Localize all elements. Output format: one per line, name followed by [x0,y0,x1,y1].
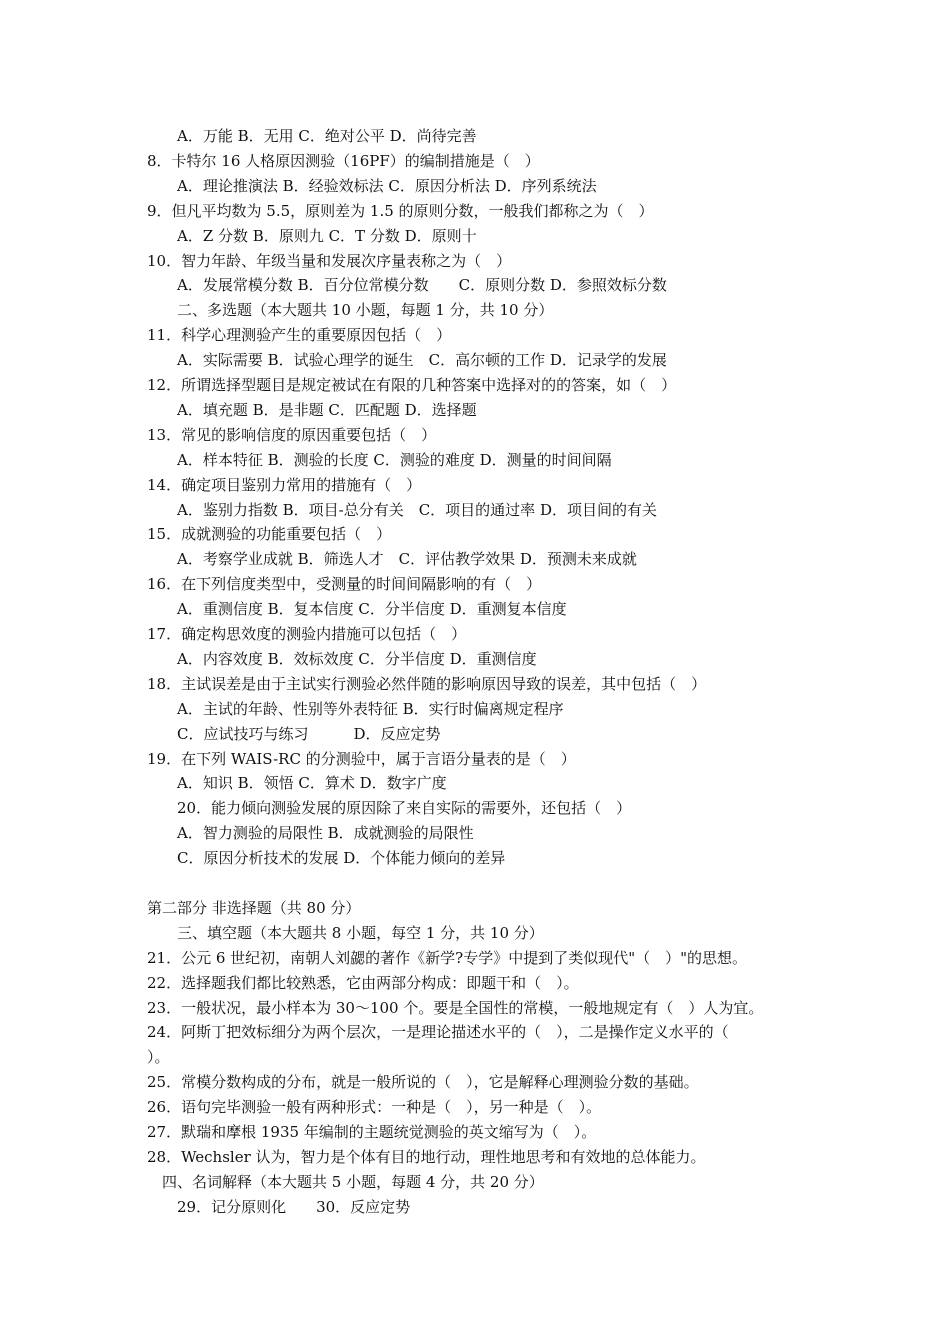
text-line: 10．智力年龄、年级当量和发展次序量表称之为（ ） [147,252,512,270]
text-line: A．样本特征 B．测验的长度 C．测验的难度 D．测量的时间间隔 [177,451,612,469]
text-line: 8．卡特尔 16 人格原因测验（16PF）的编制措施是（ ） [147,152,540,170]
text-line: 12．所谓选择型题目是规定被试在有限的几种答案中选择对的的答案，如（ ） [147,376,677,394]
text-line: 20．能力倾向测验发展的原因除了来自实际的需要外，还包括（ ） [177,799,632,817]
text-line: 26．语句完毕测验一般有两种形式：一种是（ ），另一种是（ ）。 [147,1098,602,1116]
text-line: A．知识 B．领悟 C．算术 D．数字广度 [177,774,447,792]
text-line: 24．阿斯丁把效标细分为两个层次，一是理论描述水平的（ ），二是操作定义水平的（ [147,1023,729,1041]
text-line: 29．记分原则化 30．反应定势 [177,1198,411,1216]
text-line: 23．一般状况，最小样本为 30～100 个。要是全国性的常模，一般地规定有（ ）人为宜。 [147,999,764,1017]
text-line: A．主试的年龄、性别等外表特征 B．实行时偏离规定程序 [177,700,564,718]
text-line: A．Z 分数 B．原则九 C．T 分数 D．原则十 [177,227,477,245]
text-line: 14．确定项目鉴别力常用的措施有（ ） [147,476,422,494]
text-line: A．理论推演法 B．经验效标法 C．原因分析法 D．序列系统法 [177,177,597,195]
text-line: A．鉴别力指数 B．项目-总分有关 C．项目的通过率 D．项目间的有关 [177,501,657,519]
text-line: 13．常见的影响信度的原因重要包括（ ） [147,426,437,444]
text-line: 15．成就测验的功能重要包括（ ） [147,525,392,543]
text-line: A．内容效度 B．效标效度 C．分半信度 D．重测信度 [177,650,537,668]
text-line: 19．在下列 WAIS-RC 的分测验中，属于言语分量表的是（ ） [147,750,576,768]
text-line: A．考察学业成就 B．筛选人才 C．评估教学效果 D．预测未来成就 [177,550,637,568]
text-line: A．实际需要 B．试验心理学的诞生 C．高尔顿的工作 D．记录学的发展 [177,351,667,369]
text-line: 22．选择题我们都比较熟悉，它由两部分构成：即题干和（ ）。 [147,974,579,992]
text-line: A．万能 B．无用 C．绝对公平 D．尚待完善 [177,127,477,145]
text-line: A．重测信度 B．复本信度 C．分半信度 D．重测复本信度 [177,600,567,618]
text-line: A．发展常模分数 B．百分位常模分数 C．原则分数 D．参照效标分数 [177,276,667,294]
text-line: 三、填空题（本大题共 8 小题，每空 1 分，共 10 分） [177,924,544,942]
text-line: 25．常模分数构成的分布，就是一般所说的（ ），它是解释心理测验分数的基础。 [147,1073,699,1091]
text-line: A．智力测验的局限性 B．成就测验的局限性 [177,824,474,842]
text-line: C．应试技巧与练习 D．反应定势 [177,725,441,743]
text-line: 11．科学心理测验产生的重要原因包括（ ） [147,326,452,344]
text-line: 21．公元 6 世纪初，南朝人刘勰的著作《新学?专学》中提到了类似现代"（ ）"的思想。 [147,949,748,967]
text-line: 17．确定构思效度的测验内措施可以包括（ ） [147,625,467,643]
text-line: 16．在下列信度类型中，受测量的时间间隔影响的有（ ） [147,575,542,593]
text-line: 9．但凡平均数为 5.5，原则差为 1.5 的原则分数，一般我们都称之为（ ） [147,202,654,220]
text-line: A．填充题 B．是非题 C．匹配题 D．选择题 [177,401,477,419]
text-line: 18．主试误差是由于主试实行测验必然伴随的影响原因导致的误差，其中包括（ ） [147,675,707,693]
text-line: ）。 [147,1048,170,1066]
text-line: 四、名词解释（本大题共 5 小题，每题 4 分，共 20 分） [162,1173,544,1191]
text-line: 27．默瑞和摩根 1935 年编制的主题统觉测验的英文缩写为（ ）。 [147,1123,597,1141]
text-line: C．原因分析技术的发展 D．个体能力倾向的差异 [177,849,506,867]
text-line: 二、多选题（本大题共 10 小题，每题 1 分，共 10 分） [177,301,554,319]
text-line: 28．Wechsler 认为，智力是个体有目的地行动，理性地思考和有效地的总体能力。 [147,1148,706,1166]
text-line: 第二部分 非选择题（共 80 分） [147,899,361,917]
